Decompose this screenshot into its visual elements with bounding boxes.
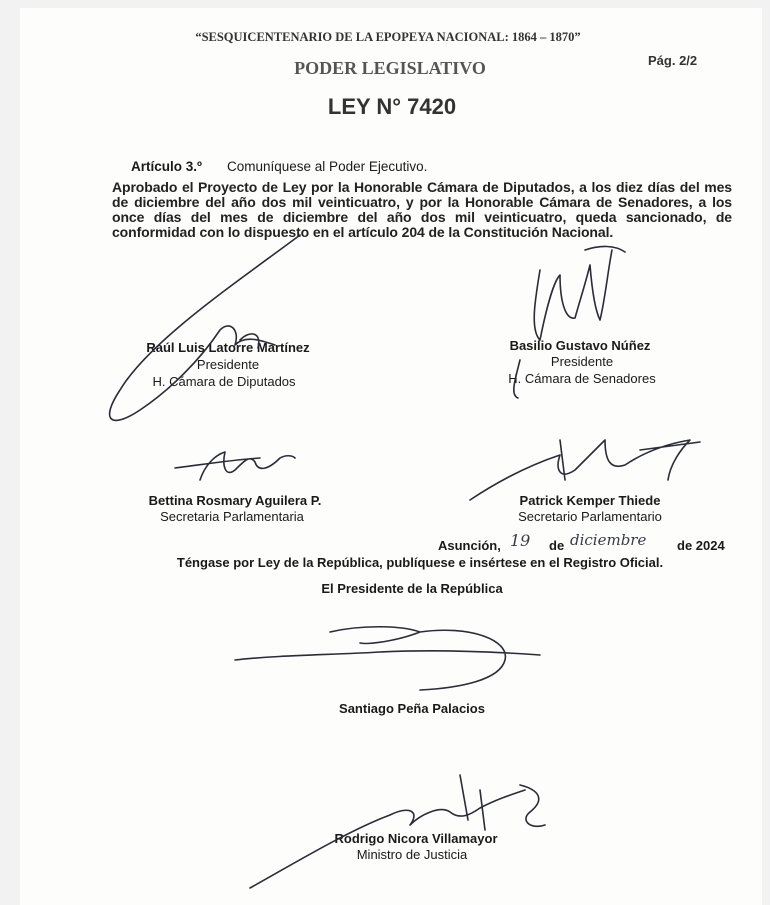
minister-role: Ministro de Justicia — [356, 847, 468, 862]
president-title: El Presidente de la República — [321, 581, 503, 596]
signatory-role: Presidente — [196, 357, 260, 372]
document-page — [20, 8, 762, 905]
article-text: Comuníquese al Poder Ejecutivo. — [227, 159, 428, 174]
motto: “SESQUICENTENARIO DE LA EPOPEYA NACIONAL: 1864 – 1870” — [195, 30, 581, 44]
promulgation-decree: Téngase por Ley de la República, publíquese e insértese en el Registro Oficial. — [176, 555, 664, 570]
signatory-role: Secretario Parlamentario — [518, 509, 662, 524]
signatory-role: Presidente — [550, 354, 614, 369]
promulgation-day: 19 — [510, 531, 531, 550]
signatory-body: H. Cámara de Diputados — [152, 374, 296, 389]
approval-paragraph: Aprobado el Proyecto de Ley por la Honorable Cámara de Diputados, a los diez días del mes de diciembre del año dos mil veinticuatro, y por la Honorable Cámara de Senadores, a los once días del mes de diciembre del año dos mil veinticuatro, queda sancionado, de conformidad con lo dispuesto en el artículo 204 de la Constitución Nacional. — [112, 179, 732, 240]
signatory-name: Basilio Gustavo Núñez — [509, 338, 651, 353]
signatory-name: Bettina Rosmary Aguilera P. — [148, 493, 322, 508]
promulgation-year: de 2024 — [677, 538, 725, 553]
signatory-name: Raúl Luis Latorre Martínez — [146, 340, 310, 355]
page-number: Pág. 2/2 — [648, 53, 698, 68]
law-title: LEY N° 7420 — [327, 94, 457, 119]
institution-title: PODER LEGISLATIVO — [294, 58, 486, 78]
signatory-body: H. Cámara de Senadores — [508, 371, 656, 386]
article-label: Artículo 3.º — [131, 159, 202, 174]
signatory-role: Secretaria Parlamentaria — [160, 509, 304, 524]
minister-name: Rodrigo Nicora Villamayor — [334, 831, 498, 846]
promulgation-place: Asunción, — [438, 538, 501, 553]
signatory-name: Patrick Kemper Thiede — [519, 493, 661, 508]
president-name: Santiago Peña Palacios — [339, 701, 485, 716]
promulgation-de: de — [549, 538, 565, 553]
promulgation-month: diciembre — [570, 531, 647, 549]
